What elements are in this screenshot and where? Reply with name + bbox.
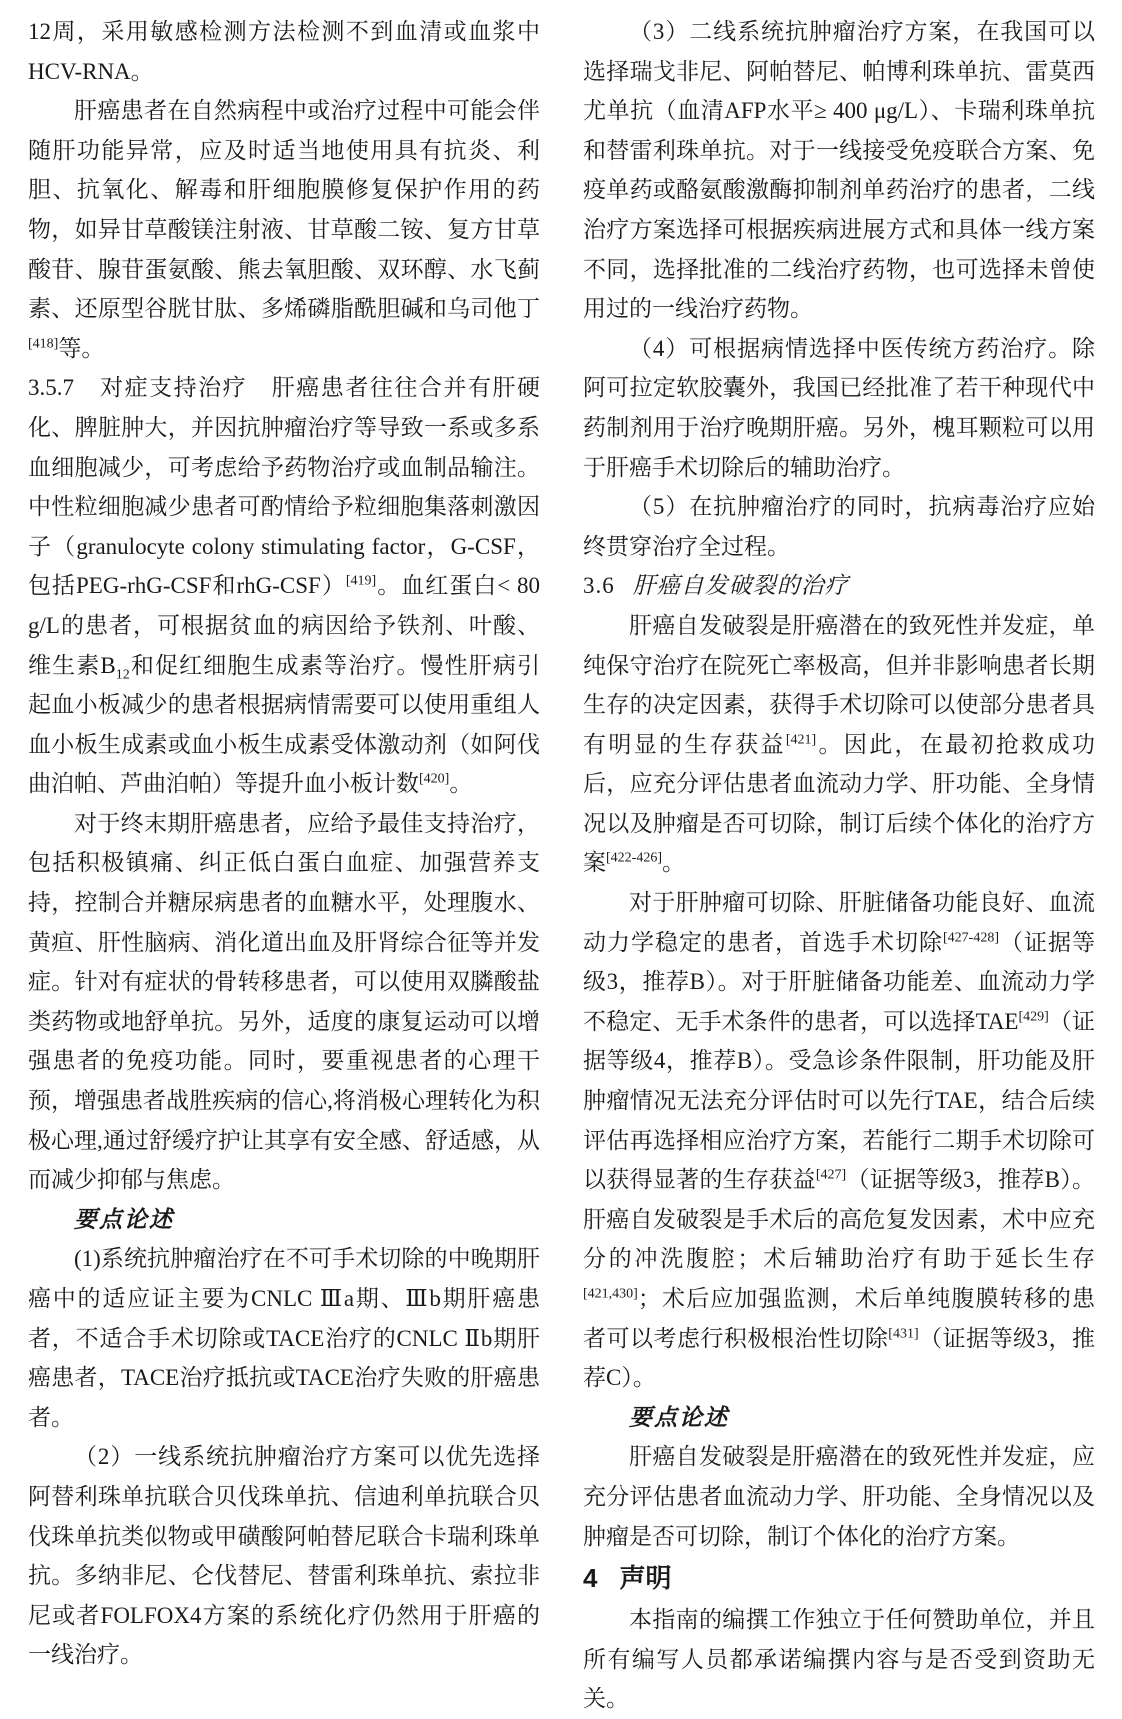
paragraph-keypoint-2	[28, 1437, 540, 1675]
text-run: （2）一线系统抗肿瘤治疗方案可以优先选择阿替利珠单抗联合贝伐珠单抗、信迪利单抗联合贝伐珠单抗类似物或甲磺酸阿帕替尼联合卡瑞利珠单抗。多纳非尼、仑伐替尼、替雷利珠单抗、索拉非尼或者FOLFOX4方案的系统化疗仍然用于肝癌的一线治疗。	[28, 1444, 540, 1668]
right-column	[583, 12, 1095, 1719]
text-run: 。	[449, 771, 473, 797]
paragraph-rupture-overview	[583, 606, 1095, 883]
paragraph-keypoint-4	[583, 329, 1095, 487]
text-run: 肝癌患者在自然病程中或治疗过程中可能会伴随肝功能异常，应及时适当地使用具有抗炎、利胆、抗氧化、解毒和肝细胞膜修复保护作用的药物，如异甘草酸镁注射液、甘草酸二铵、复方甘草酸苷、腺苷蛋氨酸、熊去氧胆酸、双环醇、水飞蓟素、还原型谷胱甘肽、多烯磷脂酰胆碱和乌司他丁	[28, 98, 540, 322]
paragraph-continuation	[28, 12, 540, 91]
text-run: 要点论述	[74, 1206, 174, 1232]
subscript: 12	[115, 667, 130, 683]
text-run: (1)系统抗肿瘤治疗在不可手术切除的中晚期肝癌中的适应证主要为CNLC Ⅲa期、Ⅲb期肝癌患者，不适合手术切除或TACE治疗的CNLC Ⅱb期肝癌患者，TACE治疗抵抗或TACE治疗失败的肝癌患者。	[28, 1246, 540, 1430]
text-run: 。血红蛋白< 80 g/L的患者，可根据贫血的病因给予铁剂、叶酸、维生素B	[28, 573, 540, 678]
paragraph-keypoint-1	[28, 1239, 540, 1437]
keypoint-heading	[28, 1200, 540, 1240]
paragraph-rupture-treatment	[583, 883, 1095, 1398]
text-run: （证据等级3，推荐B）。肝癌自发破裂是手术后的高危复发因素，术中应充分的冲洗腹腔；术后辅助治疗有助于延长生存	[583, 1167, 1096, 1272]
left-column	[28, 12, 540, 1719]
paragraph-end-stage-best-supportive-care	[28, 804, 540, 1200]
text-run: 等。	[58, 335, 105, 361]
text-run: 肝癌自发破裂是肝癌潜在的致死性并发症，应充分评估患者血流动力学、肝功能、全身情况以及肿瘤是否可切除，制订个体化的治疗方案。	[583, 1444, 1095, 1549]
text-run: （证据等级4，推荐B）。受急诊条件限制，肝功能及肝肿瘤情况无法充分评估时可以先行TAE，结合后续评估再选择相应治疗方案，若能行二期手术切除可以获得显著的生存获益	[583, 1008, 1096, 1193]
text-run: 。因此，在最初抢救成功后，应充分评估患者血流动力学、肝功能、全身情况以及肿瘤是否可切除，制订后续个体化的治疗方案	[583, 731, 1096, 876]
text-run: （5）在抗肿瘤治疗的同时，抗病毒治疗应始终贯穿治疗全过程。	[583, 494, 1095, 559]
text-run: 肝癌自发破裂的治疗	[632, 573, 849, 599]
citation-ref: [421,430]	[583, 1286, 638, 1302]
citation-ref: [429]	[1018, 1009, 1049, 1025]
paragraph-declaration	[583, 1600, 1095, 1719]
text-run: ；术后应加强监测，术后单纯腹膜转移的患者可以考虑行积极根治性切除	[583, 1286, 1095, 1351]
section-heading-4-declaration	[583, 1556, 1095, 1600]
paragraph-keypoint-5	[583, 487, 1095, 566]
text-run: 本指南的编撰工作独立于任何赞助单位，并且所有编写人员都承诺编撰内容与是否受到资助无关。	[583, 1607, 1095, 1712]
section-number: 3.6	[583, 573, 615, 599]
text-run: 要点论述	[629, 1404, 729, 1430]
text-run: （4）可根据病情选择中医传统方药治疗。除阿可拉定软胶囊外，我国已经批准了若干种现代中药制剂用于治疗晚期肝癌。另外，槐耳颗粒可以用于肝癌手术切除后的辅助治疗。	[583, 335, 1095, 480]
paragraph-keypoint-3	[583, 12, 1095, 329]
paragraph-liver-protection-drugs	[28, 91, 540, 368]
citation-ref: [421]	[785, 732, 817, 748]
text-run: 对于终末期肝癌患者，应给予最佳支持治疗，包括积极镇痛、纠正低白蛋白血症、加强营养支持，控制合并糖尿病患者的血糖水平，处理腹水、黄疸、肝性脑病、消化道出血及肝肾综合征等并发症。针对有症状的骨转移患者，可以使用双膦酸盐类药物或地舒单抗。另外，适度的康复运动可以增强患者的免疫功能。同时，要重视患者的心理干预，增强患者战胜疾病的信心,将消极心理转化为积极心理,通过舒缓疗护让其享有安全感、舒适感，从而减少抑郁与焦虑。	[28, 810, 540, 1193]
text-run: 对于肝肿瘤可切除、肝脏储备功能良好、血流动力学稳定的患者，首选手术切除	[583, 890, 1095, 955]
text-run: 。	[662, 850, 685, 876]
paragraph-rupture-keypoint	[583, 1437, 1095, 1556]
text-run: 肝癌自发破裂是肝癌潜在的致死性并发症，单纯保守治疗在院死亡率极高，但并非影响患者长期生存的决定因素，获得手术切除可以使部分患者具有明显的生存获益	[583, 612, 1095, 757]
citation-ref: [431]	[888, 1325, 919, 1341]
citation-ref: [422-426]	[606, 850, 662, 866]
text-run: 12周，采用敏感检测方法检测不到血清或血浆中HCV-RNA。	[28, 19, 540, 84]
citation-ref: [418]	[28, 336, 59, 352]
text-run: （证据等级3，推荐C）。	[583, 1325, 1095, 1391]
paragraph-3-5-7-symptomatic-supportive-care	[28, 368, 540, 804]
citation-ref: [420]	[419, 771, 450, 787]
citation-ref: [427-428]	[943, 930, 999, 945]
keypoint-heading	[583, 1398, 1095, 1438]
citation-ref: [419]	[345, 573, 377, 589]
text-run: 和促红细胞生成素等治疗。慢性肝病引起血小板减少的患者根据病情需要可以使用重组人血小板生成素或血小板生成素受体激动剂（如阿伐曲泊帕、芦曲泊帕）等提升血小板计数	[28, 652, 541, 797]
citation-ref: [427]	[815, 1167, 847, 1183]
text-run: 3.5.7 对症支持治疗 肝癌患者往往合并有肝硬化、脾脏肿大，并因抗肿瘤治疗等导致一系或多系血细胞减少，可考虑给予药物治疗或血制品输注。中性粒细胞减少患者可酌情给予粒细胞集落刺激因子（granulocyte colony stimulating factor，G-CSF，包括PEG-rhG-CSF和rhG-CSF）	[28, 375, 540, 599]
section-number: 4	[583, 1563, 598, 1594]
text-run: （3）二线系统抗肿瘤治疗方案，在我国可以选择瑞戈非尼、阿帕替尼、帕博利珠单抗、雷莫西尤单抗（血清AFP水平≥ 400 μg/L）、卡瑞利珠单抗和替雷利珠单抗。对于一线接受免疫联合方案、免疫单药或酪氨酸激酶抑制剂单药治疗的患者，二线治疗方案选择可根据疾病进展方式和具体一线方案不同，选择批准的二线治疗药物，也可选择未曾使用过的一线治疗药物。	[583, 19, 1095, 322]
text-run: （证据等级3，推荐B）。对于肝脏储备功能差、血流动力学不稳定、无手术条件的患者，可以选择TAE	[583, 929, 1095, 1034]
section-heading-3-6	[583, 566, 1095, 606]
text-run: 声明	[619, 1563, 672, 1594]
